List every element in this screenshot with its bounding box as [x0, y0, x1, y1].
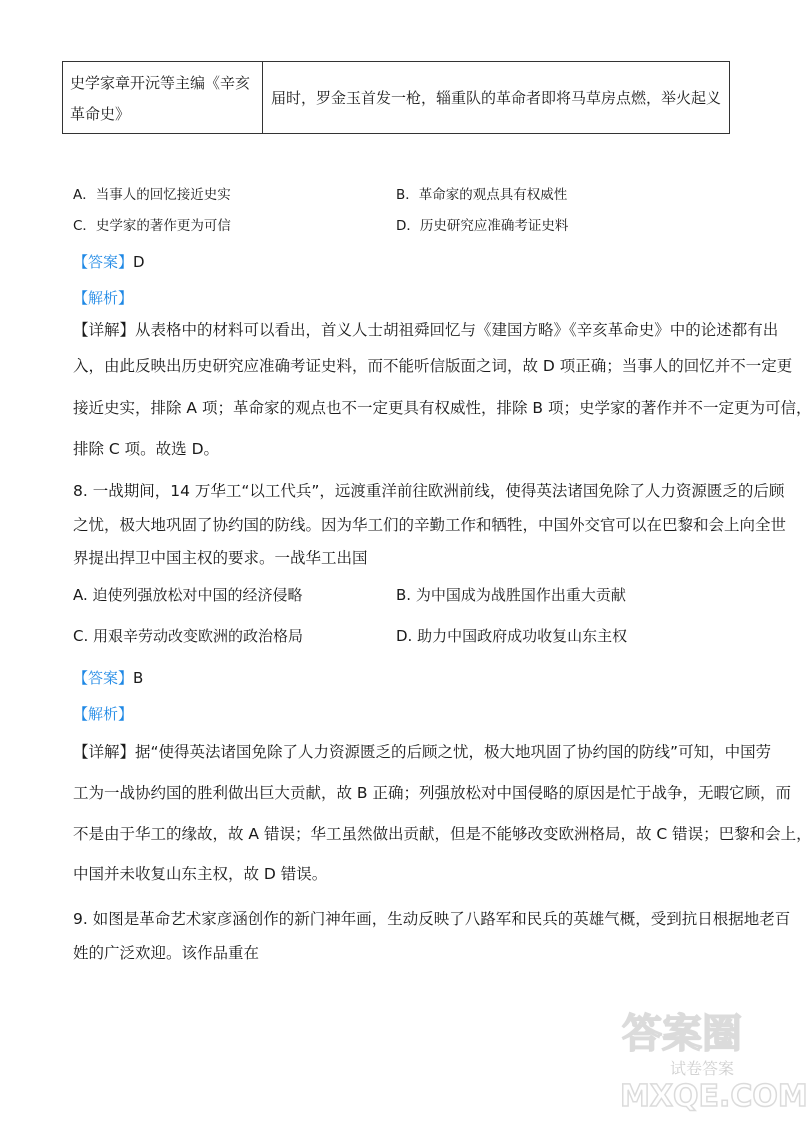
q8-option-d: D. 助力中国政府成功收复山东主权: [396, 627, 628, 645]
q8-option-b: B. 为中国成为战胜国作出重大贡献: [396, 586, 626, 604]
answer-value: D: [133, 253, 145, 271]
q7-detail-line: 入，由此反映出历史研究应准确考证史料，而不能听信版面之词，故 D 项正确；当事人的回忆并不一定更: [73, 357, 793, 375]
q7-answer: [73, 251, 145, 272]
watermark-line3: MXQE.COM: [620, 1079, 808, 1114]
q9-stem-line: 姓的广泛欢迎。该作品重在: [73, 944, 260, 962]
q7-detail-line: 【详解】从表格中的材料可以看出，首义人士胡祖舜回忆与《建国方略》《辛亥革命史》中的论述都有出: [73, 321, 779, 339]
table-cell-content: 届时，罗金玉首发一枪，辎重队的革命者即将马草房点燃，举火起义: [271, 89, 722, 107]
answer-label: 【答案】: [73, 669, 134, 687]
q7-analysis-label: 【解析】: [73, 289, 134, 307]
q8-stem-line: 8. 一战期间，14 万华工“以工代兵”，远渡重洋前往欧洲前线，使得英法诸国免除了人力资源匮乏的后顾: [73, 482, 785, 500]
q8-option-c: C. 用艰辛劳动改变欧洲的政治格局: [73, 627, 304, 645]
q8-detail-line: 中国并未收复山东主权，故 D 错误。: [73, 865, 328, 883]
q7-option-d: D．历史研究应准确考证史料: [396, 218, 569, 234]
answer-label: 【答案】: [73, 253, 134, 271]
watermark-line2: 试卷答案: [670, 1059, 735, 1078]
q9-stem-line: 9. 如图是革命艺术家彦涵创作的新门神年画，生动反映了八路军和民兵的英雄气概，受到抗日根据地老百: [73, 910, 791, 928]
q7-detail-line: 排除 C 项。故选 D。: [73, 440, 220, 458]
answer-value: B: [133, 669, 144, 687]
watermark-logo: [612, 1002, 808, 1114]
q8-detail-line: 不是由于华工的缘故，故 A 错误；华工虽然做出贡献，但是不能够改变欧洲格局，故 C 错误；巴黎和会上，: [73, 825, 812, 843]
q8-stem-line: 界提出捍卫中国主权的要求。一战华工出国: [73, 549, 368, 567]
q7-option-a: A．当事人的回忆接近史实: [73, 187, 231, 203]
q8-detail-line: 【详解】据“使得英法诸国免除了人力资源匮乏的后顾之忧，极大地巩固了协约国的防线”可知，中国劳: [73, 743, 772, 761]
q8-detail-line: 工为一战协约国的胜利做出巨大贡献，故 B 正确；列强放松对中国侵略的原因是忙于战争，无暇它顾，而: [73, 784, 791, 802]
q8-option-a: A. 迫使列强放松对中国的经济侵略: [73, 586, 303, 604]
q7-option-c: C．史学家的著作更为可信: [73, 218, 231, 234]
q7-detail-line: 接近史实，排除 A 项；革命家的观点也不一定更具有权威性，排除 B 项；史学家的著作并不一定更为可信，: [73, 399, 812, 417]
q8-analysis-label: 【解析】: [73, 705, 134, 723]
table-cell-source: 史学家章开沅等主编《辛亥革命史》: [63, 62, 263, 133]
source-table: [62, 61, 730, 134]
q7-option-b: B．革命家的观点具有权威性: [396, 187, 568, 203]
watermark-line1: 答案圈: [622, 1011, 742, 1057]
q8-answer: [73, 667, 143, 688]
q8-stem-line: 之忧，极大地巩固了协约国的防线。因为华工们的辛勤工作和牺牲，中国外交官可以在巴黎和会上向全世: [73, 516, 787, 534]
